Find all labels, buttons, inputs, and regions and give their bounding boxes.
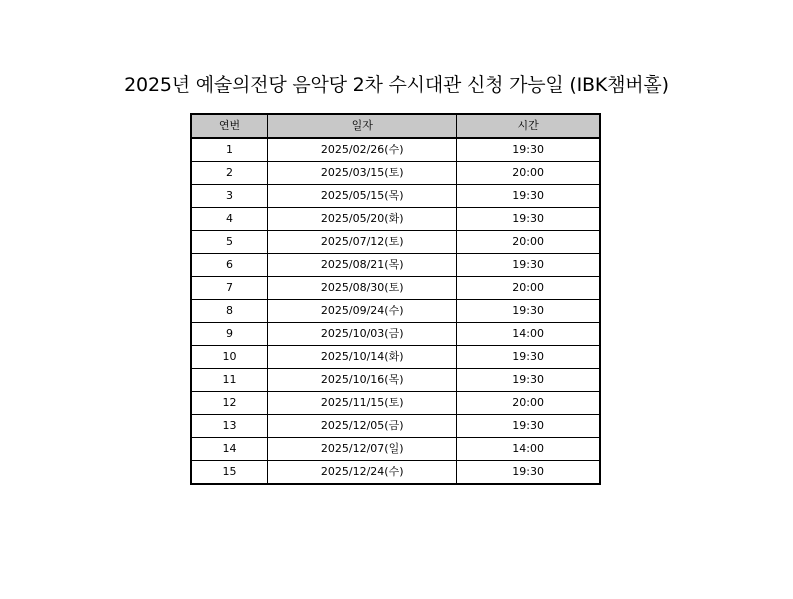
table-row [191,300,600,323]
table-row [191,392,600,415]
cell-time: 19:30 [457,208,600,231]
cell-date: 2025/12/24(수) [268,461,457,485]
table-row [191,369,600,392]
cell-time: 19:30 [457,369,600,392]
table-row [191,162,600,185]
cell-date: 2025/03/15(토) [268,162,457,185]
cell-date: 2025/08/21(목) [268,254,457,277]
table-row [191,185,600,208]
cell-number: 14 [191,438,268,461]
table-row [191,254,600,277]
cell-time: 19:30 [457,138,600,162]
cell-number: 9 [191,323,268,346]
cell-time: 19:30 [457,185,600,208]
cell-number: 15 [191,461,268,485]
cell-time: 19:30 [457,461,600,485]
cell-time: 20:00 [457,277,600,300]
table-row [191,138,600,162]
cell-time: 19:30 [457,300,600,323]
cell-date: 2025/10/03(금) [268,323,457,346]
cell-date: 2025/02/26(수) [268,138,457,162]
cell-number: 2 [191,162,268,185]
header-time: 시간 [457,114,600,138]
cell-number: 13 [191,415,268,438]
table-row [191,415,600,438]
cell-number: 8 [191,300,268,323]
cell-date: 2025/12/07(일) [268,438,457,461]
cell-time: 19:30 [457,346,600,369]
cell-time: 20:00 [457,392,600,415]
cell-date: 2025/10/16(목) [268,369,457,392]
cell-number: 10 [191,346,268,369]
cell-time: 19:30 [457,254,600,277]
table-body [191,138,600,484]
cell-number: 4 [191,208,268,231]
cell-date: 2025/12/05(금) [268,415,457,438]
table-row [191,231,600,254]
table-header-row [191,114,600,138]
header-number: 연번 [191,114,268,138]
table-row [191,323,600,346]
cell-date: 2025/09/24(수) [268,300,457,323]
table-row [191,461,600,485]
cell-time: 20:00 [457,231,600,254]
cell-date: 2025/08/30(토) [268,277,457,300]
cell-number: 11 [191,369,268,392]
cell-time: 19:30 [457,415,600,438]
cell-date: 2025/05/15(목) [268,185,457,208]
table-row [191,277,600,300]
table-row [191,438,600,461]
cell-date: 2025/10/14(화) [268,346,457,369]
cell-number: 7 [191,277,268,300]
cell-number: 12 [191,392,268,415]
cell-time: 20:00 [457,162,600,185]
page-title: 2025년 예술의전당 음악당 2차 수시대관 신청 가능일 (IBK챔버홀) [124,74,669,96]
cell-number: 5 [191,231,268,254]
cell-number: 3 [191,185,268,208]
cell-number: 6 [191,254,268,277]
table-row [191,346,600,369]
table-row [191,208,600,231]
cell-time: 14:00 [457,438,600,461]
cell-date: 2025/05/20(화) [268,208,457,231]
cell-time: 14:00 [457,323,600,346]
cell-date: 2025/11/15(토) [268,392,457,415]
cell-number: 1 [191,138,268,162]
cell-date: 2025/07/12(토) [268,231,457,254]
header-date: 일자 [268,114,457,138]
schedule-table [190,113,601,485]
